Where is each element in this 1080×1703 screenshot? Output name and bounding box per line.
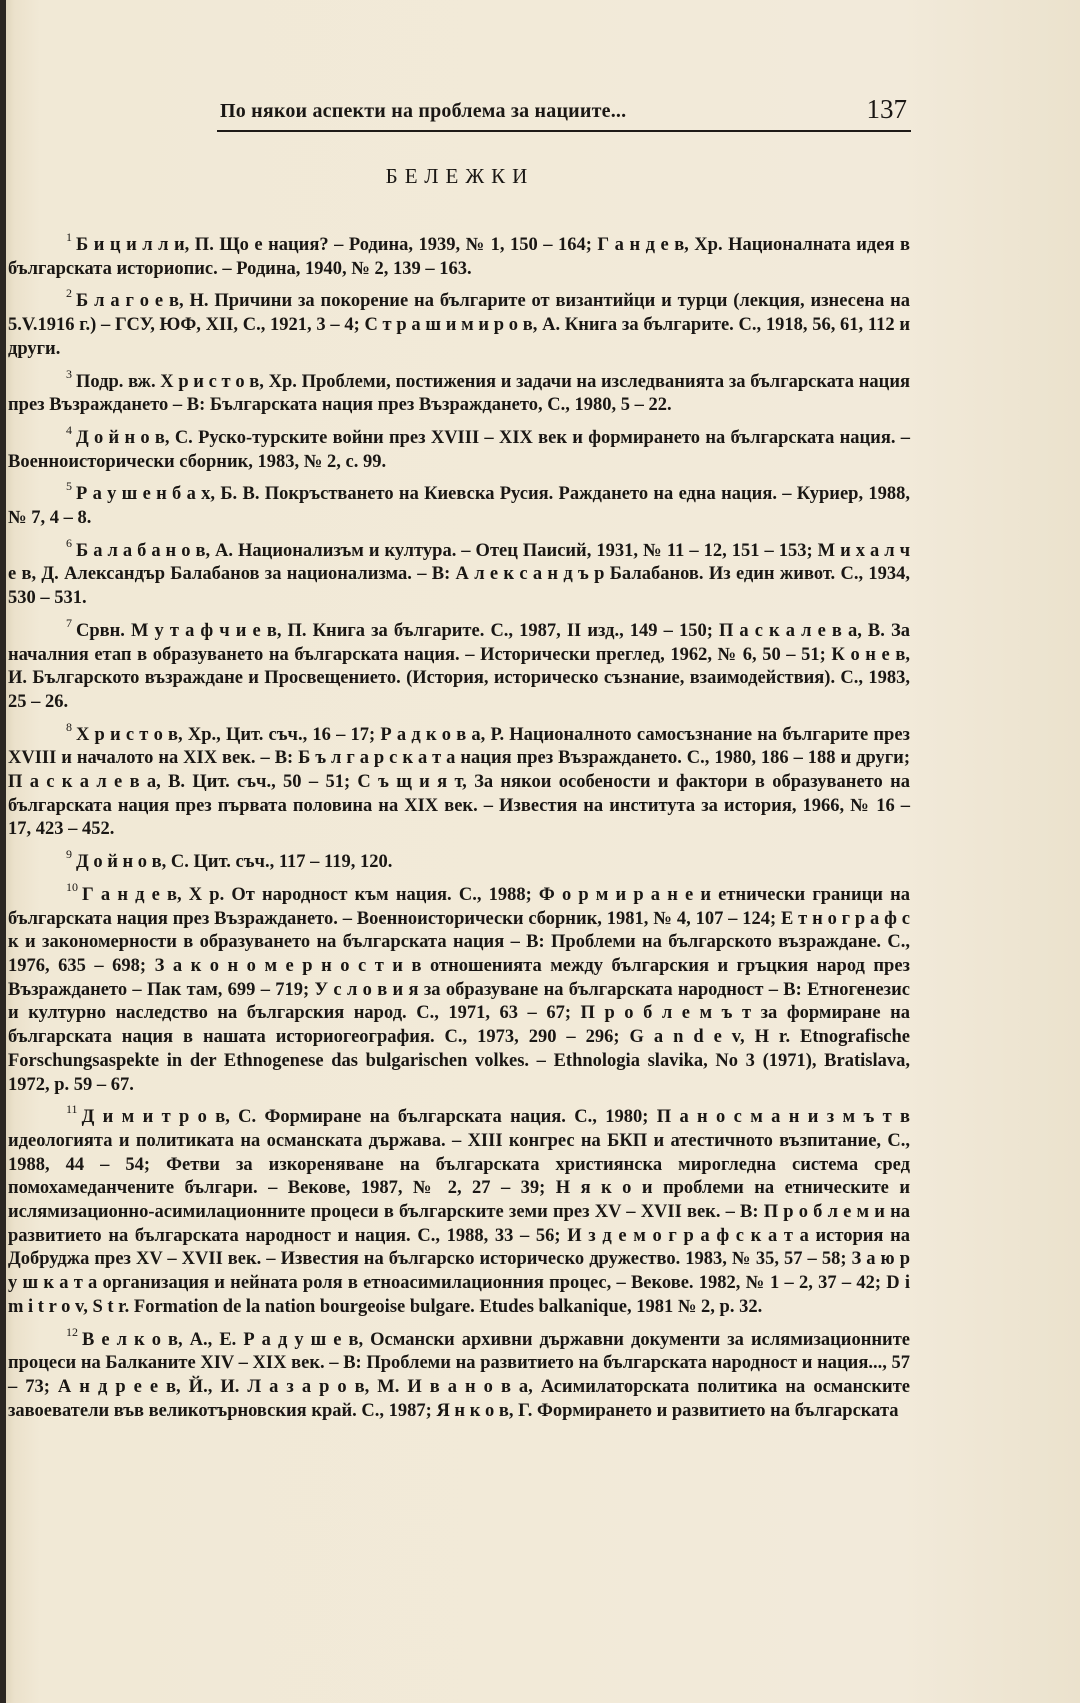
note-item bbox=[8, 226, 910, 281]
note-text: Срвн. М у т а ф ч и е в, П. Книга за българите. С., 1987, II изд., 149 – 150; П а с к а л е в а, В. За началния етап в образуването на българската нация. – Исторически преглед, 1962, № 6, 50 – 51; К о н е в, И. Българското възраждане и Просвещението. (История, историческо съзнание, взаимодействия). С., 1983, 25 – 26. bbox=[8, 620, 910, 712]
note-item bbox=[8, 843, 910, 875]
book-spine-edge bbox=[0, 0, 6, 1703]
note-item bbox=[8, 716, 910, 843]
note-number: 3 bbox=[66, 366, 72, 381]
note-number: 9 bbox=[66, 847, 72, 862]
note-text: Б а л а б а н о в, А. Национализъм и култура. – Отец Паисий, 1931, № 11 – 12, 151 – 153; М и х а л ч е в, Д. Александър Балабанов за национализма. – В: А л е к с а н д ъ р Балабанов. Из един живот. С., 1934, 530 – 531. bbox=[8, 540, 910, 609]
note-item bbox=[8, 876, 910, 1097]
note-number: 4 bbox=[66, 422, 72, 437]
note-text: Х р и с т о в, Хр., Цит. съч., 16 – 17; Р а д к о в а, Р. Националното самосъзнание на българите през XVIII и началото на XIX век. – В: Б ъ л г а р с к а т а нация през Възраждането. С., 1980, 186 – 188 и други; П а с к а л е в а, В. Цит. съч., 50 – 51; С ъ щ и я т, За някои особености и фактори в образуването на българската нация през първата половина на XIX век. – Известия на института за история, 1966, № 16 – 17, 423 – 452. bbox=[8, 724, 910, 840]
note-text: Подр. вж. Х р и с т о в, Хр. Проблеми, постижения и задачи на изследванията за българската нация през Възраждането – В: Българската нация през Възраждането, С., 1980, 5 – 22. bbox=[8, 371, 910, 416]
page-number: 137 bbox=[866, 94, 907, 124]
note-text: Б л а г о е в, Н. Причини за покорение на българите от византийци и турци (лекция, изнесена на 5.V.1916 г.) – ГСУ, ЮФ, XII, С., 1921, 3 – 4; С т р а ш и м и р о в, А. Книга за българите. С., 1918, 56, 61, 112 и други. bbox=[8, 291, 910, 359]
note-item bbox=[8, 363, 910, 418]
note-number: 1 bbox=[66, 230, 72, 244]
note-number: 8 bbox=[66, 719, 72, 734]
note-item bbox=[8, 282, 910, 361]
note-text: Д и м и т р о в, С. Формиране на българската нация. С., 1980; П а н о с м а н и з м ъ т в идеологията и политиката на османската държава. – XIII конгрес на БКП и атестичното възпитание, С., 1988, 44 – 54; Фетви за изкореняване на българската християнска мирогледна система сред помохамеданчените българи. – Векове, 1987, № 2, 27 – 39; Н я к о и проблеми на етническите и ислямизационно-асимилационните процеси в българските земи през XV – XVII век. – В: П р о б л е м и на развитието на българската народност и нация. С., 1988, 33 – 56; И з д е м о г р а ф с к а т а история на Добруджа през XV – XVII век. – Известия на българско историческо дружество. 1983, № 35, 57 – 58; З а ю р у ш к а т а организация и нейната роля в етноасимилационния процес, – Векове. 1982, № 1 – 2, 37 – 42; D i m i t r o v, S t r. Formation de la nation bourgeoise bulgare. Etudes balkanique, 1981 № 2, p. 32. bbox=[8, 1107, 910, 1317]
note-text: Р а у ш е н б а х, Б. В. Покръстването на Киевска Русия. Раждането на една нация. – Куриер, 1988, № 7, 4 – 8. bbox=[8, 484, 910, 529]
running-title: По някои аспекти на проблема за нациите... bbox=[220, 100, 627, 122]
note-item bbox=[8, 475, 910, 530]
note-item bbox=[8, 612, 910, 715]
note-text: Д о й н о в, С. Цит. съч., 117 – 119, 120. bbox=[76, 852, 393, 873]
note-number: 11 bbox=[66, 1102, 78, 1117]
note-item bbox=[8, 532, 910, 611]
note-text: Д о й н о в, С. Руско-турските войни през XVIII – XIX век и формирането на българската нация. – Военноисторически сборник, 1983, № 2, с. 99. bbox=[8, 427, 910, 472]
note-item bbox=[8, 419, 910, 474]
note-number: 2 bbox=[66, 286, 72, 301]
section-heading: БЕЛЕЖКИ bbox=[385, 164, 535, 188]
header-rule bbox=[217, 130, 911, 132]
notes-list bbox=[8, 226, 910, 1424]
note-number: 5 bbox=[66, 479, 72, 494]
note-number: 6 bbox=[66, 535, 72, 550]
note-text: Г а н д е в, Х р. От народност към нация. С., 1988; Ф о р м и р а н е и етнически граници на българската нация през Възраждането. – Военноисторически сборник, 1981, № 4, 107 – 124; Е т н о г р а ф с к и закономерности в образуването на българската нация – В: Проблеми на българското възраждане. С., 1976, 635 – 698; З а к о н о м е р н о с т и в отношенията между българския и гръцкия народ през Възраждането – Пак там, 699 – 719; У с л о в и я за образуване на българската народност – В: Етногенезис и културно наследство на българския народ. С., 1971, 63 – 67; П р о б л е м ъ т за формиране на българската нация в нашата историогеография. С., 1973, 290 – 296; G a n d e v, H r. Etnografische Forschungsaspekte in der Ethnogenese das bulgarischen volkes. – Ethnologia slavika, No 3 (1971), Bratislava, 1972, p. 59 – 67. bbox=[8, 884, 910, 1095]
note-text: Б и ц и л л и, П. Що е нация? – Родина, 1939, № 1, 150 – 164; Г а н д е в, Хр. Националната идея в българската историопис. – Родина, 1940, № 2, 139 – 163. bbox=[8, 235, 910, 279]
page-header bbox=[217, 96, 911, 132]
note-number: 10 bbox=[66, 879, 78, 894]
note-item bbox=[8, 1098, 910, 1319]
note-text: В е л к о в, А., Е. Р а д у ш е в, Османски архивни държавни документи за ислямизационните процеси на Балканите XIV – XIX век. – В: Проблеми на развитието на българската народност и нация..., 57 – 73; А н д р е е в, Й., И. Л а з а р о в, М. И в а н о в а, Асимилаторската политика на османските завоеватели във великотърновския край. С., 1987; Я н к о в, Г. Формирането и развитието на българската bbox=[8, 1329, 910, 1421]
note-item bbox=[8, 1321, 910, 1424]
note-number: 7 bbox=[66, 615, 72, 630]
note-number: 12 bbox=[66, 1324, 78, 1339]
